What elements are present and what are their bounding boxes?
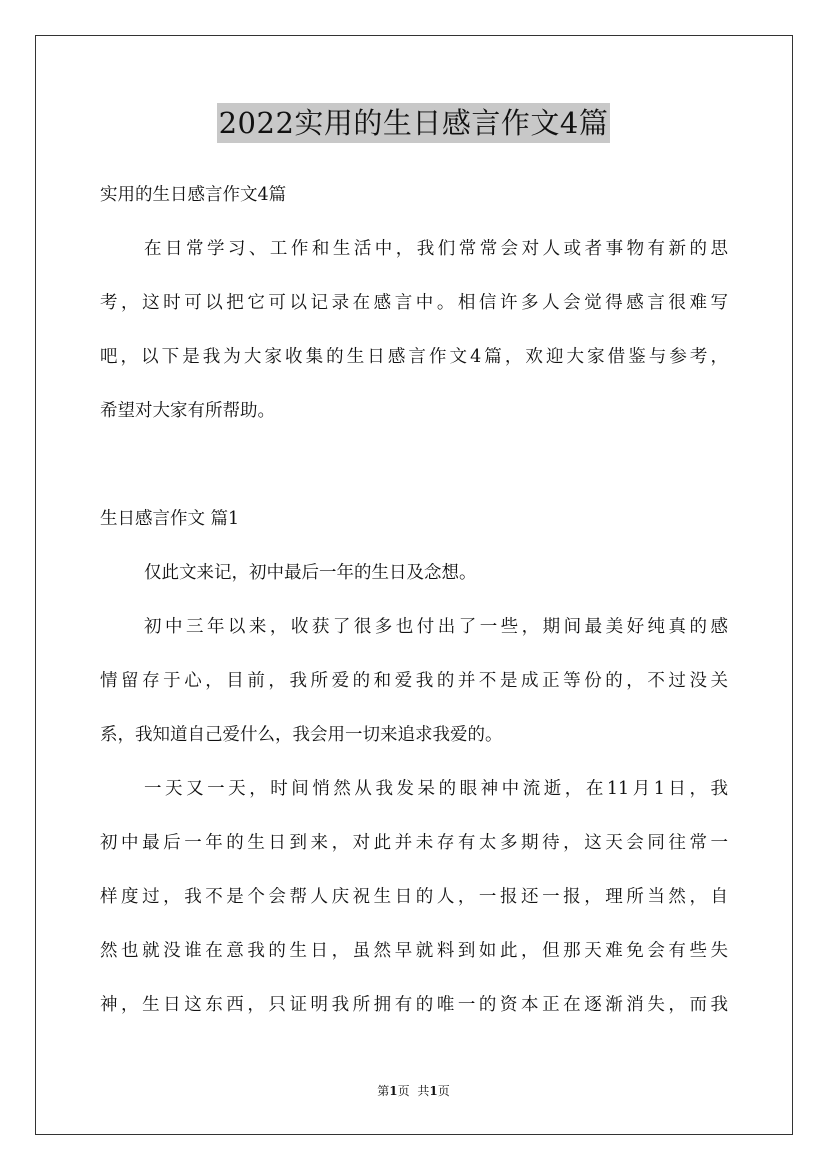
- page-prefix: 第: [377, 1084, 390, 1098]
- intro-line: 希望对大家有所帮助。: [100, 401, 275, 421]
- paragraph-2-line: 系，我知道自己爱什么，我会用一切来追求我爱的。: [100, 725, 503, 745]
- paragraph-2-line: 初中三年以来，收获了很多也付出了一些，期间最美好纯真的感: [144, 617, 728, 637]
- paragraph-1: 仅此文来记，初中最后一年的生日及念想。: [144, 563, 477, 583]
- page-suffix: 页: [397, 1084, 410, 1098]
- paragraph-2-line: 情留存于心，目前，我所爱的和爱我的并不是成正等份的，不过没关: [100, 671, 728, 691]
- intro-line: 吧，以下是我为大家收集的生日感言作文4篇，欢迎大家借鉴与参考，: [100, 347, 728, 367]
- document-title-text: 2022实用的生日感言作文4篇: [217, 103, 611, 143]
- total-prefix: 共: [417, 1084, 430, 1098]
- total-pages: 1: [429, 1084, 438, 1098]
- intro-line: 在日常学习、工作和生活中，我们常常会对人或者事物有新的思: [144, 239, 728, 259]
- section-gap: [100, 438, 728, 492]
- page-number: 1: [389, 1084, 398, 1098]
- section-heading: 生日感言作文 篇1: [100, 509, 240, 529]
- total-suffix: 页: [437, 1084, 450, 1098]
- document-body: [100, 168, 728, 1032]
- paragraph-3-line: 一天又一天，时间悄然从我发呆的眼神中流逝，在11月1日，我: [144, 779, 728, 799]
- paragraph-3-line: 然也就没谁在意我的生日，虽然早就料到如此，但那天难免会有些失: [100, 941, 728, 961]
- paragraph-3-line: 样度过，我不是个会帮人庆祝生日的人，一报还一报，理所当然，自: [100, 887, 728, 907]
- paragraph-3-line: 神，生日这东西，只证明我所拥有的唯一的资本正在逐渐消失，而我: [100, 995, 728, 1015]
- page-footer: [0, 1082, 827, 1099]
- document-title: [0, 103, 827, 143]
- intro-line: 考，这时可以把它可以记录在感言中。相信许多人会觉得感言很难写: [100, 293, 728, 313]
- paragraph-3-line: 初中最后一年的生日到来，对此并未存有太多期待，这天会同往常一: [100, 833, 728, 853]
- subtitle: 实用的生日感言作文4篇: [100, 185, 287, 205]
